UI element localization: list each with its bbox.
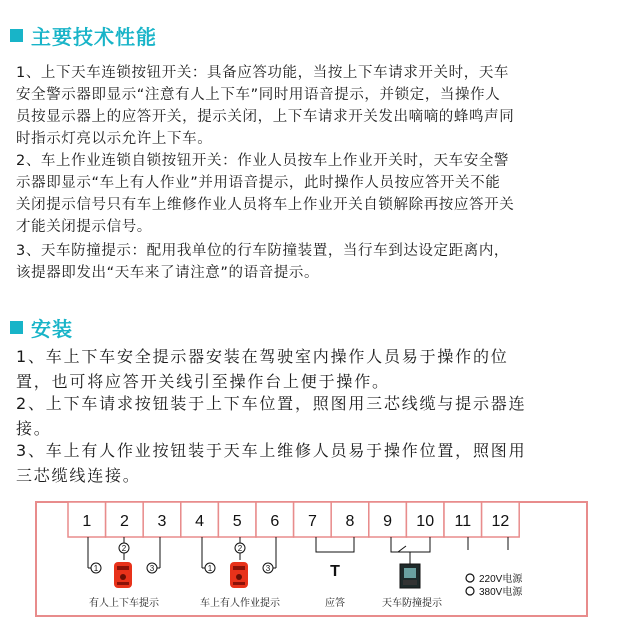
terminal-number: 6 <box>270 513 280 530</box>
work-button-icon <box>230 562 248 588</box>
power-220-terminal-icon <box>466 574 474 582</box>
section-title: 主要技术性能 <box>31 25 157 49</box>
install-item-3: 3、车上有人作业按钮装于天车上维修人员易于操作位置，照图用 三芯缆线连接。 <box>16 441 527 485</box>
performance-item-1: 1、上下天车连锁按钮开关：具备应答功能，当按上下车请求开关时，天车 安全警示器即显示“注意有人上下车”同时用语音提示，并锁定，当操作人 员按显示器上的应答开关，提示关闭，上下车请求开关发出嘀嘀的蜂鸣声同 时指示灯亮以示允许上下车。 <box>16 65 515 147</box>
wiring-anticollision <box>391 537 430 564</box>
square-bullet-icon <box>10 321 23 334</box>
terminal-number: 5 <box>232 513 242 530</box>
wiring-answer <box>316 537 354 552</box>
terminal-number: 11 <box>454 513 472 530</box>
terminal-number: 10 <box>416 513 435 530</box>
wire-number: 1 <box>207 564 213 573</box>
wire-number: 3 <box>149 564 155 573</box>
terminal-number: 7 <box>307 513 317 530</box>
request-button-icon <box>114 562 132 588</box>
caption-anticollision: 天车防撞提示 <box>382 598 442 609</box>
terminal-number: 9 <box>383 513 393 530</box>
caption-request: 有人上下车提示 <box>89 598 159 609</box>
terminal-number: 12 <box>491 513 510 530</box>
terminal-number: 1 <box>82 513 92 530</box>
power-380-terminal-icon <box>466 587 474 595</box>
wiring-diagram <box>0 490 624 618</box>
wire-number: 3 <box>265 564 271 573</box>
terminal-number: 2 <box>119 513 129 530</box>
caption-answer: 应答 <box>325 598 345 609</box>
wiring-power <box>468 537 508 550</box>
section-heading-performance <box>10 21 157 50</box>
wire-number: 2 <box>237 544 243 553</box>
install-item-1: 1、车上下车安全提示器安装在驾驶室内操作人员易于操作的位 置，也可将应答开关线引至操作台上便于操作。 <box>16 347 509 391</box>
anticollision-device-icon <box>400 564 420 588</box>
terminal-strip <box>68 502 519 537</box>
power-380-label: 380V电源 <box>479 587 523 598</box>
wire-number: 2 <box>121 544 127 553</box>
install-item-2: 2、上下车请求按钮装于上下车位置，照图用三芯线缆与提示器连 接。 <box>16 394 527 438</box>
caption-work: 车上有人作业提示 <box>200 598 280 609</box>
answer-switch-symbol: T <box>330 563 340 580</box>
power-220-label: 220V电源 <box>479 574 523 585</box>
terminal-number: 8 <box>345 513 355 530</box>
performance-item-2: 2、车上作业连锁自锁按钮开关：作业人员按车上作业开关时，天车安全警 示器即显示“车上有人作业”并用语音提示，此时操作人员按应答开关不能 关闭提示信号只有车上维修作业人员将车上作业开关自锁解除再按应答开关 才能关闭提示信号。 <box>16 153 515 235</box>
terminal-number: 4 <box>195 513 205 530</box>
section-heading-install <box>10 313 73 342</box>
section-title: 安装 <box>31 317 73 341</box>
square-bullet-icon <box>10 29 23 42</box>
terminal-number: 3 <box>157 513 167 530</box>
performance-item-3: 3、天车防撞提示：配用我单位的行车防撞装置，当行车到达设定距离内， 该提器即发出“天车来了请注意”的语音提示。 <box>16 243 510 281</box>
wire-number: 1 <box>93 564 99 573</box>
